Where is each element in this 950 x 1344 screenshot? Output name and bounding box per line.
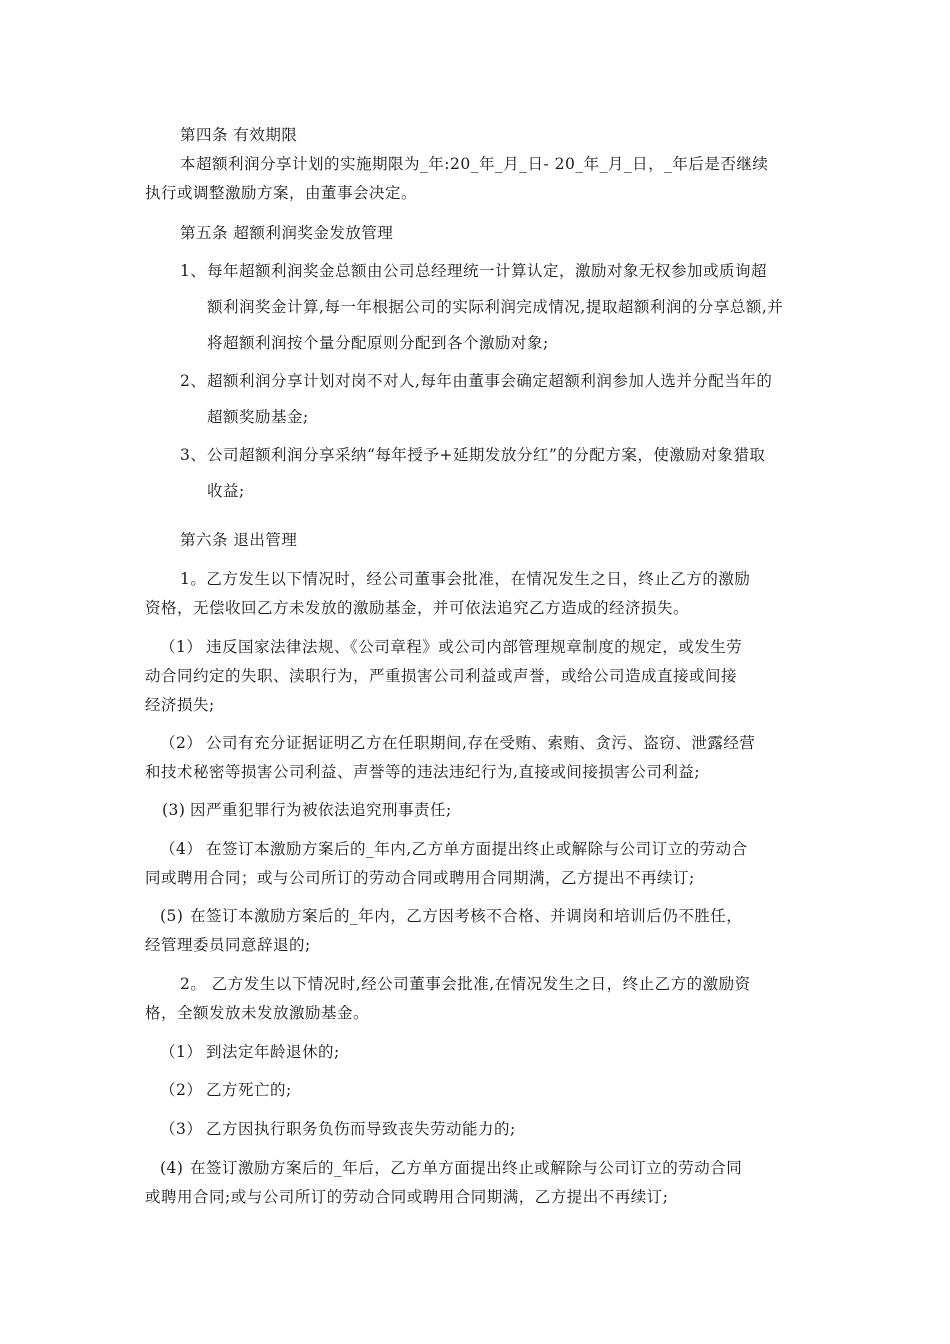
article-6-s1-item-4-number: （4） [160,840,203,858]
article-5-item-3-number: 3、 [180,446,207,464]
article-6-s1-item-5-line-2: 经管理委员同意辞退的; [145,936,311,954]
article-5-item-1-line-1: 每年超额利润奖金总额由公司总经理统一计算认定，激励对象无权参加或质询超 [207,262,768,280]
article-4-body-line-2: 执行或调整激励方案，由董事会决定。 [145,184,418,202]
article-6-s1-item-1-line-3: 经济损失; [145,696,215,714]
article-6-section-1-line-2: 资格，无偿收回乙方未发放的激励基金，并可依法追究乙方造成的经济损失。 [145,599,690,617]
article-4-title: 第四条 有效期限 [180,126,298,144]
article-5-title: 第五条 超额利润奖金发放管理 [180,224,394,242]
article-6-s2-item-1-text: 到法定年龄退休的; [206,1043,340,1061]
article-6-section-2-line-2: 格，全额发放未发放激励基金。 [145,1004,370,1022]
article-5-item-1-number: 1、 [180,262,207,280]
article-5-item-1-line-2: 额利润奖金计算,每一年根据公司的实际利润完成情况,提取超额利润的分享总额,并 [207,298,784,316]
article-6-s2-item-3-number: （3） [160,1120,203,1138]
article-6-section-1-line-1: 1。乙方发生以下情况时，经公司董事会批准，在情况发生之日，终止乙方的激励 [180,570,751,588]
article-6-s1-item-3-line-1: 因严重犯罪行为被依法追究刑事责任; [190,801,452,819]
article-6-s1-item-1-line-2: 动合同约定的失职、渎职行为，严重损害公司利益或声誉，或给公司造成直接或间接 [145,667,738,685]
article-6-title: 第六条 退出管理 [180,531,298,549]
article-6-s1-item-5-line-1: 在签订本激励方案后的_年内，乙方因考核不合格、并调岗和培训后仍不胜任， [190,907,743,925]
article-5-item-3-line-1: 公司超额利润分享采纳“每年授予+延期发放分红”的分配方案，使激励对象猎取 [207,446,766,464]
article-6-s1-item-4-line-1: 在签订本激励方案后的_年内,乙方单方面提出终止或解除与公司订立的劳动合 [206,840,748,858]
article-6-s2-item-3-text: 乙方因执行职务负伤而导致丧失劳动能力的; [206,1120,516,1138]
article-6-s1-item-2-line-2: 和技术秘密等损害公司利益、声誉等的违法违纪行为,直接或间接损害公司利益; [145,763,701,781]
article-6-s2-item-1-number: （1） [160,1043,203,1061]
article-6-s2-item-4-line-2: 或聘用合同;或与公司所订的劳动合同或聘用合同期满，乙方提出不再续订; [145,1188,669,1206]
article-5-item-3-line-2: 收益; [207,482,245,500]
article-6-s1-item-1-number: （1） [160,638,203,656]
article-6-s1-item-3-number: (3) [162,801,186,819]
article-6-s1-item-2-number: （2） [160,734,203,752]
article-6-s1-item-4-line-2: 同或聘用合同；或与公司所订的劳动合同或聘用合同期满，乙方提出不再续订; [145,869,695,887]
article-6-s1-item-1-line-1: 违反国家法律法规、《公司章程》或公司内部管理规章制度的规定，或发生劳 [206,638,743,656]
article-5-item-2-line-2: 超额奖励基金; [207,408,309,426]
article-6-s2-item-2-number: （2） [160,1081,203,1099]
article-6-section-2-line-1: 2。 乙方发生以下情况时,经公司董事会批准,在情况发生之日，终止乙方的激励资 [180,975,751,993]
article-5-item-2-line-1: 超额利润分享计划对岗不对人,每年由董事会确定超额利润参加人选并分配当年的 [207,372,773,390]
article-5-item-2-number: 2、 [180,372,207,390]
article-6-s2-item-4-line-1: 在签订激励方案后的_年后，乙方单方面提出终止或解除与公司订立的劳动合同 [190,1159,743,1177]
article-5-item-1-line-3: 将超额利润按个量分配原则分配到各个激励对象; [207,334,549,352]
article-6-s2-item-4-number: (4) [160,1159,184,1177]
article-6-s1-item-2-line-1: 公司有充分证据证明乙方在任职期间,存在受贿、索贿、贪污、盗窃、泄露经营 [206,734,756,752]
article-6-s1-item-5-number: (5) [160,907,184,925]
article-6-s2-item-2-text: 乙方死亡的; [206,1081,292,1099]
article-4-body-line-1: 本超额利润分享计划的实施期限为_年:20_年_月_日- 20_年_月_日，_年后是否继续 [180,155,769,173]
